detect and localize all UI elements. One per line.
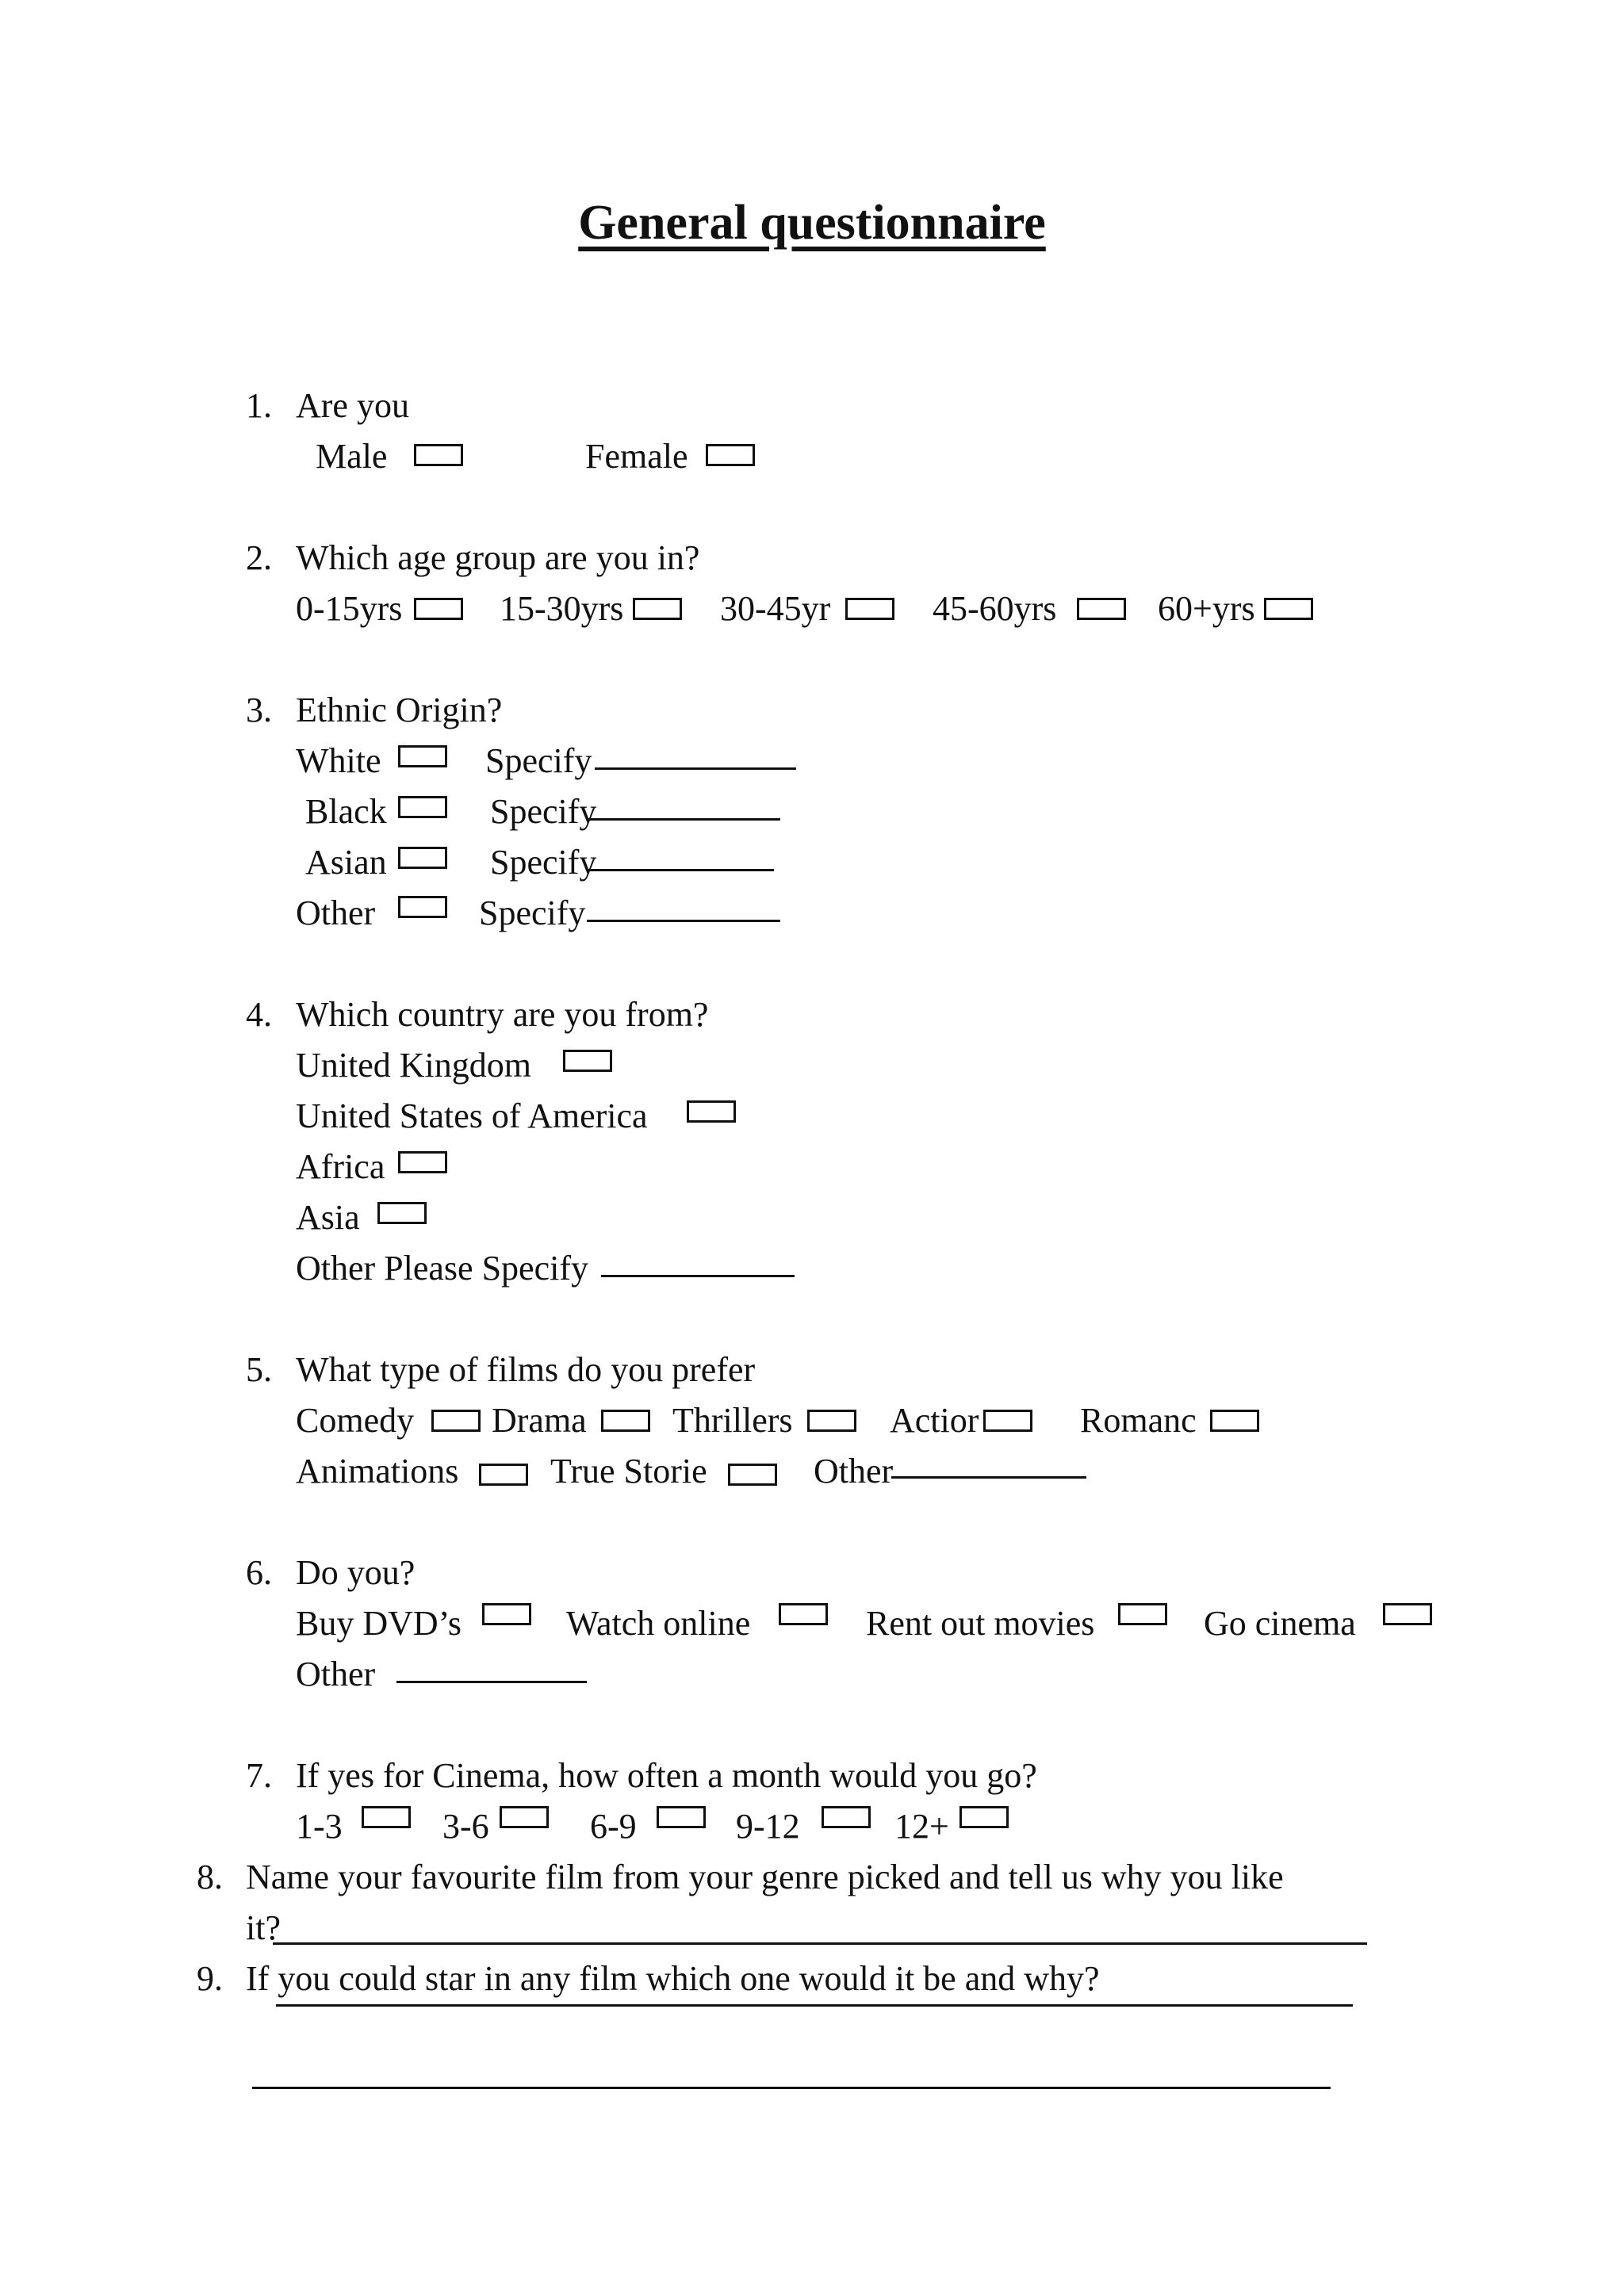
male-checkbox[interactable]	[414, 444, 463, 466]
other-ethnic-checkbox[interactable]	[398, 896, 447, 918]
specify-label: Specify	[490, 792, 597, 831]
freq-1-3-checkbox[interactable]	[362, 1806, 411, 1828]
asia-checkbox[interactable]	[377, 1202, 427, 1224]
other-activity-line[interactable]	[396, 1681, 587, 1683]
question-number: 2.	[246, 538, 272, 577]
united-states-checkbox[interactable]	[687, 1100, 736, 1123]
option-label: Other	[296, 1655, 376, 1693]
thrillers-checkbox[interactable]	[807, 1410, 856, 1432]
age-45-60-checkbox[interactable]	[1077, 598, 1126, 620]
specify-label: Specify	[490, 843, 597, 882]
option-label: Actior	[890, 1401, 979, 1440]
other-specify-label: Other Please Specify	[296, 1249, 588, 1288]
page-title: General questionnaire	[578, 196, 1046, 250]
comedy-checkbox[interactable]	[431, 1410, 481, 1432]
asian-checkbox[interactable]	[398, 847, 447, 869]
option-label: Other	[296, 894, 376, 932]
freq-9-12-checkbox[interactable]	[822, 1806, 871, 1828]
asian-specify-line[interactable]	[587, 869, 774, 871]
africa-checkbox[interactable]	[398, 1151, 447, 1173]
watch-online-checkbox[interactable]	[779, 1603, 828, 1625]
question-text: Ethnic Origin?	[296, 691, 503, 729]
white-specify-line[interactable]	[595, 767, 796, 770]
option-label: 60+yrs	[1158, 589, 1255, 628]
question-text: Name your favourite film from your genre picked and tell us why you like	[246, 1858, 1284, 1896]
buy-dvds-checkbox[interactable]	[482, 1603, 531, 1625]
option-label: Buy DVD’s	[296, 1604, 462, 1643]
star-film-answer-line-1[interactable]	[276, 2004, 1353, 2007]
option-label: United States of America	[296, 1096, 648, 1135]
other-country-specify-line[interactable]	[601, 1275, 795, 1277]
other-film-type-line[interactable]	[891, 1476, 1086, 1479]
specify-label: Specify	[479, 894, 586, 932]
black-checkbox[interactable]	[398, 796, 447, 818]
age-30-45-checkbox[interactable]	[845, 598, 894, 620]
question-text: Which age group are you in?	[296, 538, 700, 577]
option-label: Africa	[296, 1147, 385, 1186]
freq-12-plus-checkbox[interactable]	[959, 1806, 1009, 1828]
option-label: 9-12	[736, 1807, 800, 1846]
favourite-film-answer-line[interactable]	[273, 1942, 1367, 1945]
go-cinema-checkbox[interactable]	[1383, 1603, 1432, 1625]
action-checkbox[interactable]	[983, 1410, 1032, 1432]
other-ethnic-specify-line[interactable]	[587, 920, 780, 922]
romance-checkbox[interactable]	[1210, 1410, 1259, 1432]
option-label: 30-45yr	[720, 589, 831, 628]
question-text-continued: it?	[246, 1908, 281, 1947]
question-text: Which country are you from?	[296, 995, 709, 1034]
united-kingdom-checkbox[interactable]	[563, 1050, 612, 1072]
animations-checkbox[interactable]	[479, 1464, 528, 1486]
female-checkbox[interactable]	[706, 444, 755, 466]
option-label: Other	[814, 1452, 894, 1490]
question-number: 5.	[246, 1350, 272, 1389]
question-number: 1.	[246, 386, 272, 425]
option-label: White	[296, 741, 381, 780]
option-label: Female	[585, 437, 688, 476]
option-label: Drama	[492, 1401, 587, 1440]
white-checkbox[interactable]	[398, 745, 447, 767]
option-label: Male	[316, 437, 388, 476]
question-text: Are you	[296, 386, 409, 425]
option-label: Comedy	[296, 1401, 415, 1440]
question-number: 9.	[197, 1959, 223, 1998]
question-text: What type of films do you prefer	[296, 1350, 756, 1389]
black-specify-line[interactable]	[587, 818, 780, 821]
option-label: 45-60yrs	[933, 589, 1057, 628]
option-label: Animations	[296, 1452, 459, 1490]
question-number: 3.	[246, 691, 272, 729]
option-label: Rent out movies	[866, 1604, 1095, 1643]
option-label: 15-30yrs	[500, 589, 624, 628]
drama-checkbox[interactable]	[601, 1410, 650, 1432]
question-number: 4.	[246, 995, 272, 1034]
option-label: True Storie	[550, 1452, 707, 1490]
specify-label: Specify	[485, 741, 592, 780]
star-film-answer-line-2[interactable]	[252, 2087, 1331, 2089]
option-label: 0-15yrs	[296, 589, 403, 628]
option-label: Asian	[305, 843, 387, 882]
option-label: United Kingdom	[296, 1046, 531, 1085]
question-text: If you could star in any film which one would it be and why?	[246, 1959, 1100, 1998]
age-15-30-checkbox[interactable]	[633, 598, 682, 620]
rent-out-movies-checkbox[interactable]	[1118, 1603, 1167, 1625]
option-label: Black	[305, 792, 387, 831]
option-label: Watch online	[566, 1604, 751, 1643]
question-number: 8.	[197, 1858, 223, 1896]
question-number: 6.	[246, 1553, 272, 1592]
option-label: 6-9	[590, 1807, 637, 1846]
question-text: Do you?	[296, 1553, 416, 1592]
age-0-15-checkbox[interactable]	[414, 598, 463, 620]
freq-3-6-checkbox[interactable]	[500, 1806, 549, 1828]
option-label: 1-3	[296, 1807, 343, 1846]
option-label: 3-6	[442, 1807, 489, 1846]
option-label: Asia	[296, 1198, 360, 1237]
option-label: Go cinema	[1204, 1604, 1356, 1643]
true-stories-checkbox[interactable]	[728, 1464, 777, 1486]
option-label: 12+	[894, 1807, 949, 1846]
age-60-plus-checkbox[interactable]	[1264, 598, 1313, 620]
option-label: Thrillers	[672, 1401, 793, 1440]
question-text: If yes for Cinema, how often a month would you go?	[296, 1756, 1037, 1795]
question-number: 7.	[246, 1756, 272, 1795]
freq-6-9-checkbox[interactable]	[657, 1806, 706, 1828]
option-label: Romanc	[1080, 1401, 1197, 1440]
